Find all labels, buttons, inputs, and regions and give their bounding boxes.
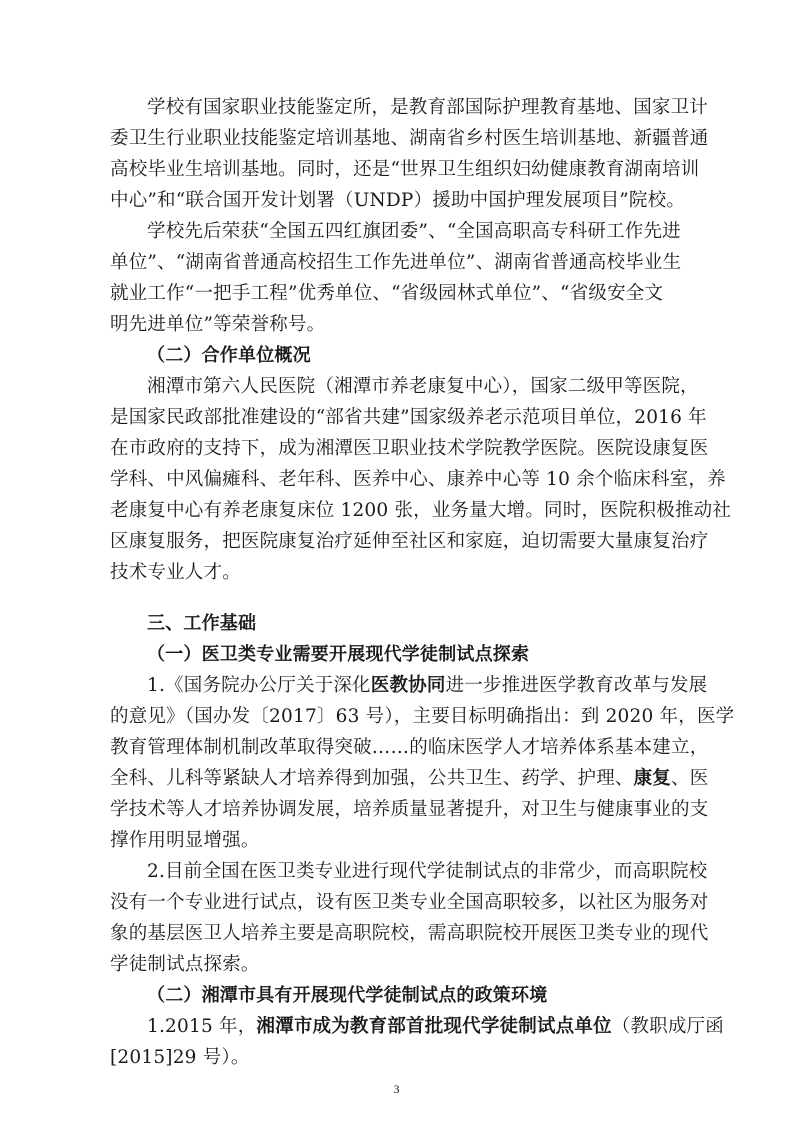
- text-line: 中心”和“联合国开发计划署（UNDP）援助中国护理发展项目”院校。: [110, 190, 686, 211]
- section-heading: （二）湘潭市具有开展现代学徒制试点的政策环境: [147, 985, 548, 1006]
- emphasis-text: 湘潭市成为教育部首批现代学徒制试点单位: [256, 1016, 612, 1037]
- emphasis-text: 医教协同: [370, 675, 446, 696]
- text-line: 是国家民政部批准建设的“部省共建”国家级养老示范项目单位，2016 年: [110, 407, 707, 428]
- text-line: 老康复中心有养老康复床位 1200 张，业务量大增。同时，医院积极推动社: [110, 500, 732, 521]
- text-line: 学徒制试点探索。: [110, 954, 260, 975]
- text-line: 学技术等人才培养协调发展，培养质量显著提升，对卫生与健康事业的支: [110, 799, 709, 820]
- text-line: 技术专业人才。: [110, 562, 241, 583]
- text-line: 明先进单位”等荣誉称号。: [110, 314, 326, 335]
- text-run: 1.2015 年，: [147, 1016, 257, 1037]
- emphasis-text: 康复: [633, 768, 672, 789]
- text-line: 区康复服务，把医院康复治疗延伸至社区和家庭，迫切需要大量康复治疗: [110, 531, 709, 552]
- text-line: [110, 768, 708, 790]
- text-line: 在市政府的支持下，成为湘潭医卫职业技术学院教学医院。医院设康复医: [110, 438, 709, 459]
- text-line: 学校先后荣获“全国五四红旗团委”、“全国高职高专科研工作先进: [147, 221, 681, 242]
- text-run: 进一步推进医学教育改革与发展: [445, 675, 708, 696]
- text-line: 高校毕业生培训基地。同时，还是“世界卫生组织妇幼健康教育湖南培训: [110, 159, 700, 180]
- text-line: 委卫生行业职业技能鉴定培训基地、湖南省乡村医生培训基地、新疆普通: [110, 128, 709, 149]
- page-number: 3: [393, 1082, 400, 1096]
- text-line: 就业工作“一把手工程”优秀单位、“省级园林式单位”、“省级安全文: [110, 283, 664, 304]
- text-line: 2.目前全国在医卫类专业进行现代学徒制试点的非常少，而高职院校: [147, 861, 708, 882]
- text-line: 教育管理体制机制改革取得突破……的临床医学人才培养体系基本建立，: [110, 737, 709, 758]
- text-line: [147, 1016, 724, 1038]
- text-line: [147, 675, 707, 697]
- text-run: （教职成厅函: [611, 1016, 724, 1037]
- section-heading: （一）医卫类专业需要开展现代学徒制试点探索: [147, 644, 530, 665]
- text-line: [2015]29 号）。: [110, 1047, 250, 1068]
- text-line: 没有一个专业进行试点，设有医卫类专业全国高职较多，以社区为服务对: [110, 892, 709, 913]
- text-run: 、医: [671, 768, 709, 789]
- text-line: 单位”、“湖南省普通高校招生工作先进单位”、湖南省普通高校毕业生: [110, 252, 682, 273]
- text-run: 1.《国务院办公厅关于深化: [147, 675, 371, 696]
- text-line: 学校有国家职业技能鉴定所，是教育部国际护理教育基地、国家卫计: [147, 97, 709, 118]
- chapter-heading: 三、工作基础: [147, 613, 257, 634]
- text-line: 撑作用明显增强。: [110, 830, 260, 851]
- section-heading: （二）合作单位概况: [147, 345, 311, 366]
- text-run: 全科、儿科等紧缺人才培养得到加强，公共卫生、药学、护理、: [110, 768, 634, 789]
- text-line: 学科、中风偏瘫科、老年科、医养中心、康养中心等 10 余个临床科室，养: [110, 469, 726, 490]
- text-line: 的意见》（国办发〔2017〕63 号），主要目标明确指出：到 2020 年，医学: [110, 706, 735, 727]
- text-line: 湘潭市第六人民医院（湘潭市养老康复中心），国家二级甲等医院，: [147, 376, 699, 397]
- text-line: 象的基层医卫人培养主要是高职院校，需高职院校开展医卫类专业的现代: [110, 923, 709, 944]
